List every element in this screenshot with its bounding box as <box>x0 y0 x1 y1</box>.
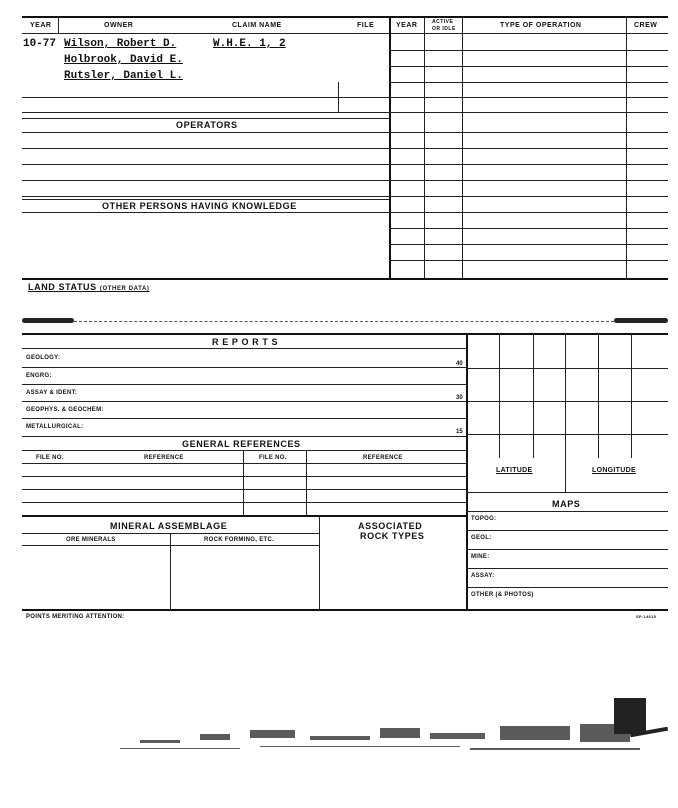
operators-top-line <box>22 118 389 119</box>
report-line <box>22 367 466 368</box>
longitude-label: LONGITUDE <box>592 467 636 474</box>
coords-bottom-line <box>466 492 668 493</box>
ops-row-line <box>389 212 668 213</box>
ops-row-line <box>389 132 668 133</box>
col-ore-minerals: ORE MINERALS <box>66 537 116 543</box>
maps-row-line <box>466 587 668 588</box>
report-geology-num: 40 <box>456 361 463 367</box>
maps-row-line <box>466 530 668 531</box>
ref-col-reference-1: REFERENCE <box>144 455 184 461</box>
ops-row-line <box>389 244 668 245</box>
map-topog-label: TOPOG: <box>471 516 497 522</box>
scan-mark <box>614 698 646 734</box>
ops-row-line <box>389 97 668 98</box>
owner-row-line <box>22 112 389 113</box>
grid-col <box>565 334 566 492</box>
maps-row-line <box>466 549 668 550</box>
points-meriting-attention: POINTS MERITING ATTENTION: <box>26 614 125 620</box>
references-col-divider <box>306 451 307 515</box>
references-bottom-line <box>22 515 466 517</box>
report-geophys-label: GEOPHYS. & GEOCHEM: <box>26 407 104 413</box>
operators-row-line <box>22 196 389 197</box>
reports-header-line <box>22 348 466 349</box>
references-col-divider <box>243 451 244 515</box>
scan-noise <box>110 718 650 758</box>
entry-owner-2: Holbrook, David E. <box>64 54 183 66</box>
header-owner: OWNER <box>104 22 134 29</box>
references-row-line <box>22 476 466 477</box>
bottom-border <box>22 609 668 611</box>
ops-row-line <box>389 260 668 261</box>
operators-row-line <box>22 148 389 149</box>
header-active: ACTIVE <box>432 19 454 25</box>
map-other-label: OTHER (& PHOTOS) <box>471 592 534 598</box>
associated-rock-types-line2: ROCK TYPES <box>360 531 425 541</box>
report-line <box>22 418 466 419</box>
land-status-label: LAND STATUS <box>28 282 97 292</box>
map-geol-label: GEOL: <box>471 535 492 541</box>
header-crew: CREW <box>634 22 658 29</box>
fold-line <box>74 321 614 322</box>
map-mine-label: MINE: <box>471 554 490 560</box>
ops-row-line <box>389 82 668 83</box>
ops-row-line <box>389 112 668 113</box>
references-row-line <box>22 463 466 464</box>
header-year-2: YEAR <box>396 22 418 29</box>
report-engrg-label: ENGRG: <box>26 373 52 379</box>
reports-heading: R E P O R T S <box>212 337 279 347</box>
operators-row-line <box>22 164 389 165</box>
header-claim-name: CLAIM NAME <box>232 22 282 29</box>
header-type-of-operation: TYPE OF OPERATION <box>500 22 582 29</box>
ref-col-file-no-1: FILE NO. <box>36 455 64 461</box>
ops-row-line <box>389 50 668 51</box>
ops-row-line <box>389 66 668 67</box>
report-line <box>22 384 466 385</box>
operators-row-line <box>22 180 389 181</box>
report-line <box>22 401 466 402</box>
report-assay-label: ASSAY & IDENT: <box>26 390 78 396</box>
map-assay-label: ASSAY: <box>471 573 495 579</box>
grid-col <box>598 334 599 458</box>
maps-heading: MAPS <box>552 499 581 509</box>
grid-row <box>466 401 668 402</box>
header-divider <box>22 33 668 34</box>
mineral-divider <box>319 516 320 609</box>
report-assay-num: 30 <box>456 395 463 401</box>
associated-rock-types-line1: ASSOCIATED <box>358 521 423 531</box>
col-rock-forming: ROCK FORMING, ETC. <box>204 537 275 543</box>
form-number: SP-14615 <box>636 614 657 619</box>
other-persons-top-line <box>22 199 389 200</box>
references-row-line <box>22 489 466 490</box>
entry-owner-1: Wilson, Robert D. <box>64 38 177 50</box>
bottom-top-border <box>22 333 668 335</box>
ops-row-line <box>389 148 668 149</box>
latitude-label: LATITUDE <box>496 467 533 474</box>
operators-row-line <box>22 132 389 133</box>
ops-row-line <box>389 196 668 197</box>
col-divider-year <box>58 17 59 33</box>
reports-bottom-line <box>22 436 466 437</box>
report-metallurgical-num: 15 <box>456 429 463 435</box>
ops-row-line <box>389 164 668 165</box>
references-header-line <box>22 450 466 451</box>
other-persons-line <box>22 212 389 213</box>
fold-smudge-right <box>614 318 668 323</box>
ops-row-line <box>389 228 668 229</box>
report-metallurgical-label: METALLURGICAL: <box>26 424 84 430</box>
maps-header-line <box>466 511 668 512</box>
grid-col <box>499 334 500 458</box>
grid-col <box>631 334 632 458</box>
owner-row-line <box>22 97 389 98</box>
top-table-bottom-border <box>22 278 668 280</box>
header-file: FILE <box>357 22 375 29</box>
entry-claim: W.H.E. 1, 2 <box>213 38 286 50</box>
maps-row-line <box>466 568 668 569</box>
land-status-heading <box>28 282 150 292</box>
grid-row <box>466 434 668 435</box>
fold-smudge-left <box>22 318 74 323</box>
entry-year: 10-77 <box>23 38 57 50</box>
mineral-col-divider <box>170 534 171 609</box>
mineral-assemblage-heading: MINERAL ASSEMBLAGE <box>110 521 228 531</box>
ref-col-file-no-2: FILE NO. <box>259 455 287 461</box>
references-row-line <box>22 502 466 503</box>
header-idle: OR IDLE <box>432 26 456 32</box>
ops-row-line <box>389 180 668 181</box>
other-persons-heading: OTHER PERSONS HAVING KNOWLEDGE <box>102 201 297 211</box>
operators-heading: OPERATORS <box>176 120 238 130</box>
report-geology-label: GEOLOGY: <box>26 355 61 361</box>
general-references-heading: GENERAL REFERENCES <box>182 439 301 449</box>
grid-col <box>533 334 534 458</box>
entry-owner-3: Rutsler, Daniel L. <box>64 70 183 82</box>
land-status-sub: (OTHER DATA) <box>99 286 150 292</box>
ref-col-reference-2: REFERENCE <box>363 455 403 461</box>
grid-row <box>466 368 668 369</box>
header-year: YEAR <box>30 22 52 29</box>
top-border <box>22 16 668 18</box>
